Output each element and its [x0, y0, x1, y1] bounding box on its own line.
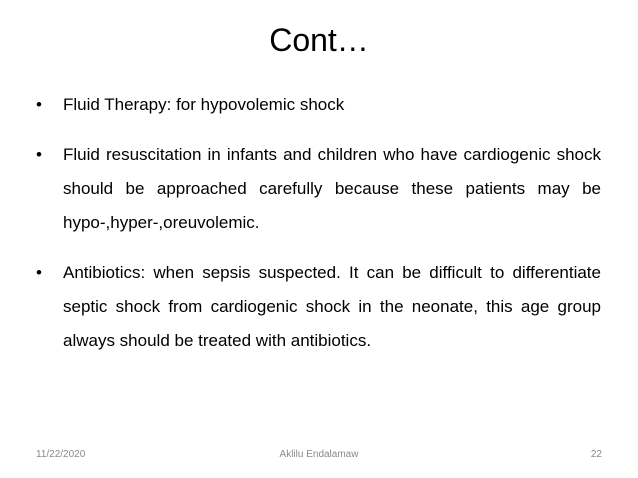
slide-title: Cont… [269, 22, 369, 58]
bullet-item [36, 88, 601, 122]
bullet-text: Fluid Therapy: for hypovolemic shock [63, 95, 345, 114]
bullet-item [36, 138, 601, 240]
bullet-text: Antibiotics: when sepsis suspected. It can be difficult to differentiate septic shock from cardiogenic shock in the neonate, this age group always should be treated with antibiotics. [63, 263, 601, 350]
footer-page-number: 22 [590, 449, 602, 460]
footer-author: Aklilu Endalamaw [279, 449, 359, 460]
bullet-item [36, 256, 601, 358]
footer-date: 11/22/2020 [36, 449, 86, 460]
bullet-marker: • [36, 145, 42, 164]
bullet-marker: • [36, 95, 42, 114]
bullet-list [36, 88, 601, 374]
bullet-marker: • [36, 263, 42, 282]
bullet-text: Fluid resuscitation in infants and children who have cardiogenic shock should be approached carefully because these patients may be hypo-,hyper-,oreuvolemic. [63, 145, 601, 232]
